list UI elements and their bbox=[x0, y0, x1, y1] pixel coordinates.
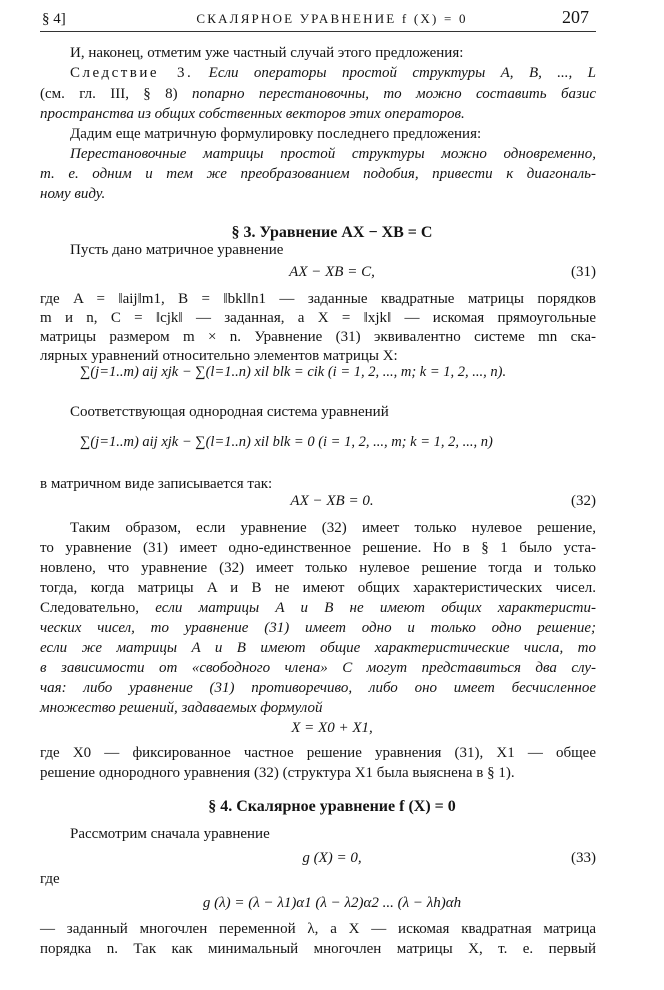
equation-31: AX − XB = C, bbox=[289, 264, 375, 280]
paragraph-line: тогда, когда матрицы A и B не имеют общих характеристических чисел. bbox=[40, 580, 596, 596]
corollary-text: пространства из общих собственных векторов этих операторов. bbox=[40, 106, 465, 122]
paragraph-line: матрицы размером m × n. Уравнение (31) эквивалентно системе mn ска- bbox=[40, 329, 596, 345]
running-title: СКАЛЯРНОЕ УРАВНЕНИЕ f (X) = 0 bbox=[196, 11, 468, 26]
theorem-text: ному виду. bbox=[40, 186, 106, 202]
header-rule bbox=[40, 31, 596, 32]
theorem-text: т. е. одним и тем же преобразованием подобия, привести к диагональ- bbox=[40, 166, 596, 182]
equation-33: g (X) = 0, bbox=[302, 850, 362, 866]
page-number: 207 bbox=[562, 7, 589, 27]
section-heading: § 4. Скалярное уравнение f (X) = 0 bbox=[208, 798, 456, 815]
theorem-text: в зависимости от «свободного члена» C могут представиться два слу- bbox=[40, 660, 596, 676]
corollary-label: Следствие 3. bbox=[70, 65, 194, 81]
section-heading: § 3. Уравнение AX − XB = C bbox=[231, 224, 433, 241]
paragraph-line: Рассмотрим сначала уравнение bbox=[70, 826, 270, 842]
paragraph-line: порядка n. Так как минимальный многочлен матрицы X, т. е. первый bbox=[40, 941, 596, 957]
theorem-text: ческих чисел, то уравнение (31) имеет одно и только одно решение; bbox=[40, 620, 596, 636]
paragraph-line: где A = ‖aij‖m1, B = ‖bkl‖n1 — заданные квадратные матрицы порядков bbox=[40, 291, 596, 307]
theorem-text: чая: либо уравнение (31) противоречиво, либо оно имеет бесчисленное bbox=[40, 680, 596, 696]
header-section: § 4] bbox=[42, 11, 66, 27]
corollary-line bbox=[40, 84, 596, 104]
theorem-text: Перестановочные матрицы простой структуры можно одновременно, bbox=[70, 146, 596, 162]
paragraph-line: лярных уравнений относительно элементов матрицы X: bbox=[40, 348, 398, 364]
equation-system-1: ∑(j=1..m) aij xjk − ∑(l=1..n) xil blk = cik (i = 1, 2, ..., m; k = 1, 2, ..., n). bbox=[80, 364, 507, 380]
paragraph-line: где bbox=[40, 871, 60, 887]
paragraph-line: новлено, что уравнение (32) имеет только нулевое решение тогда и только bbox=[40, 560, 596, 576]
paragraph-line: Следовательно, если матрицы A и B не имеют общих характеристи- bbox=[40, 600, 596, 616]
equation-32: AX − XB = 0. bbox=[290, 493, 374, 509]
polynomial-equation: g (λ) = (λ − λ1)α1 (λ − λ2)α2 ... (λ − λh)αh bbox=[202, 895, 462, 911]
equation-number: (33) bbox=[571, 850, 596, 866]
paragraph-line: где X0 — фиксированное частное решение уравнения (31), X1 — общее bbox=[40, 745, 596, 761]
solution-equation: X = X0 + X1, bbox=[291, 720, 373, 736]
paragraph-line: Таким образом, если уравнение (32) имеет только нулевое решение, bbox=[70, 520, 596, 536]
paragraph-line: Соответствующая однородная система уравнений bbox=[70, 404, 389, 420]
paragraph-line: Пусть дано матричное уравнение bbox=[70, 242, 284, 258]
equation-number: (31) bbox=[571, 264, 596, 280]
corollary-text: Если операторы простой структуры A, B, ..., L bbox=[208, 65, 597, 81]
paragraph-line: в матричном виде записывается так: bbox=[40, 476, 273, 492]
corollary-text: попарно перестановочны, то можно составить базис bbox=[192, 86, 597, 102]
paragraph-line: решение однородного уравнения (32) (структура X1 была выяснена в § 1). bbox=[40, 765, 515, 781]
paragraph-line: m и n, C = ‖cjk‖ — заданная, а X = ‖xjk‖ — искомая прямоугольные bbox=[40, 310, 596, 326]
intro-line: И, наконец, отметим уже частный случай этого предложения: bbox=[70, 45, 464, 61]
corollary-line bbox=[40, 63, 596, 83]
theorem-text: если же матрицы A и B имеют общие характеристические числа, то bbox=[40, 640, 596, 656]
equation-number: (32) bbox=[571, 493, 596, 509]
equation-system-2: ∑(j=1..m) aij xjk − ∑(l=1..n) xil blk = 0 (i = 1, 2, ..., m; k = 1, 2, ..., n) bbox=[80, 434, 493, 450]
intro-line: Дадим еще матричную формулировку последнего предложения: bbox=[70, 126, 482, 142]
theorem-text: множество решений, задаваемых формулой bbox=[40, 700, 323, 716]
reference: (см. гл. III, § 8) bbox=[40, 86, 178, 102]
paragraph-line: — заданный многочлен переменной λ, а X — искомая квадратная матрица bbox=[40, 921, 596, 937]
paragraph-line: то уравнение (31) имеет одно-единственное решение. Но в § 1 было уста- bbox=[40, 540, 596, 556]
